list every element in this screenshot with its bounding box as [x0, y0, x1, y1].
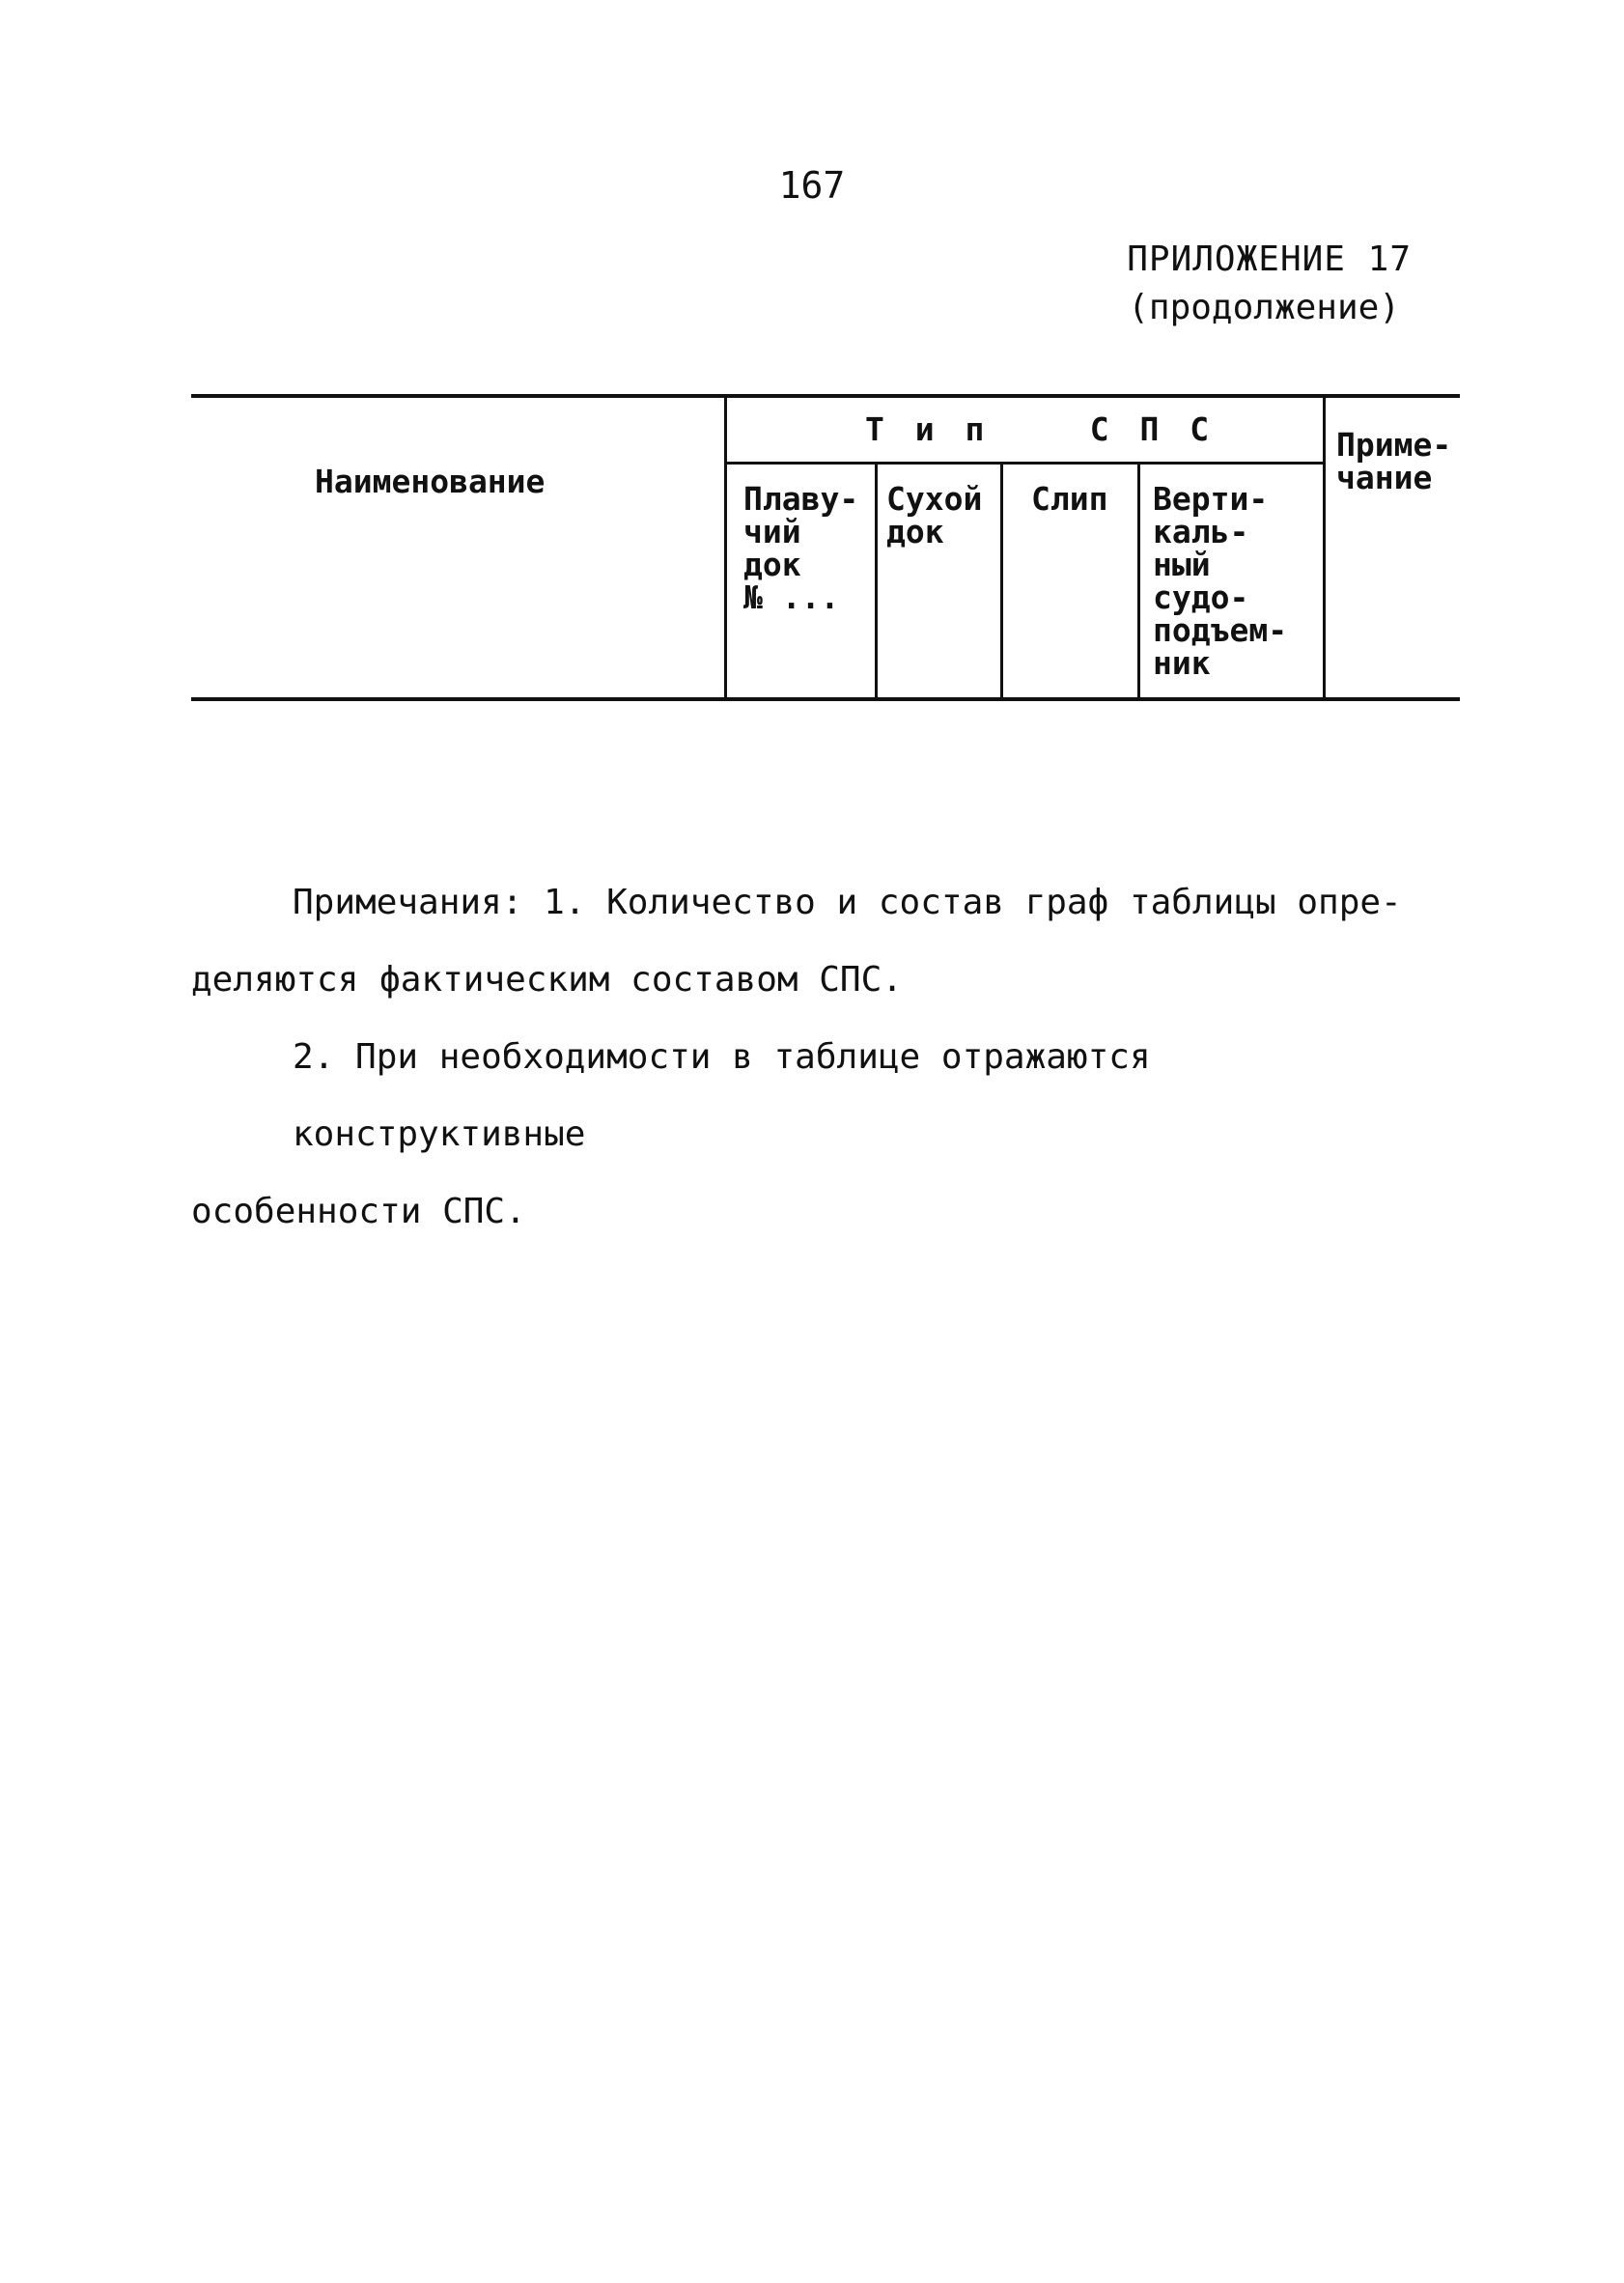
table-top-rule: [191, 394, 1460, 398]
column-divider-3: [1137, 464, 1140, 699]
column-header-vertical-lift: Верти- каль- ный судо- подъем- ник: [1153, 480, 1288, 682]
note-1-line-1: Примечания: 1. Количество и состав граф таблицы опре-: [293, 883, 1402, 922]
name-column-divider: [724, 396, 727, 699]
note-2-line-1: 2. При необходимости в таблице отражаются конструктивные: [293, 1037, 1151, 1154]
note-column-header: Приме- чание: [1336, 426, 1452, 496]
column-divider-2: [1000, 464, 1003, 699]
column-divider-1: [875, 464, 878, 699]
column-header-dry-dock: Сухой док: [886, 480, 983, 550]
type-group-header: Т и п С П С: [865, 410, 1216, 448]
column-header-floating-dock: Плаву- чий док № ...: [743, 480, 859, 616]
note-1-line-2: деляются фактическим составом СПС.: [191, 960, 903, 1000]
appendix-subtitle: (продолжение): [1128, 288, 1400, 327]
name-column-header: Наименование: [315, 463, 546, 500]
note-2-line-2: особенности СПС.: [191, 1192, 526, 1231]
page-number: 167: [778, 164, 846, 207]
notes-block: [191, 864, 1446, 1251]
group-underline: [726, 462, 1325, 465]
appendix-title: ПРИЛОЖЕНИЕ 17: [1127, 240, 1412, 279]
note-column-divider: [1323, 396, 1326, 699]
table-bottom-rule: [191, 697, 1460, 701]
column-header-slipway: Слип: [1031, 480, 1108, 518]
